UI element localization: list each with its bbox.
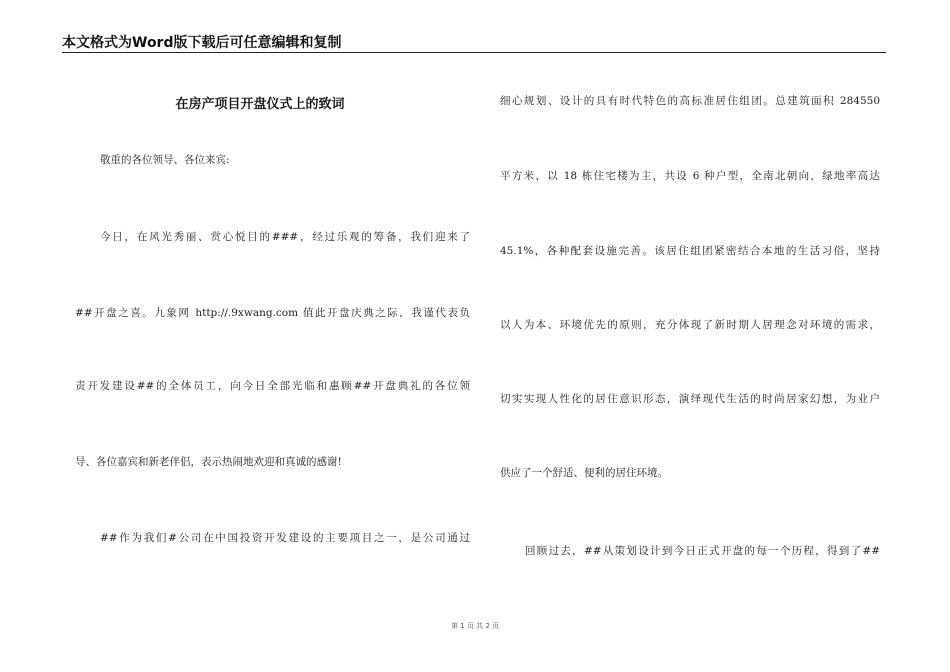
- document-title: 在房产项目开盘仪式上的致词: [175, 97, 345, 112]
- paragraph-line: 45.1%，各种配套设施完善。该居住组团紧密结合本地的生活习俗，坚持: [500, 245, 880, 257]
- paragraph-line: 平方米，以 18 栋住宅楼为主，共设 6 种户型，全南北朝向，绿地率高达: [500, 170, 880, 182]
- paragraph-line: 回顾过去，##从策划设计到今日正式开盘的每一个历程，得到了##: [525, 545, 880, 557]
- paragraph-line: 导、各位嘉宾和新老伴侣，表示热闹地欢迎和真诚的感谢!: [75, 456, 342, 468]
- page-indicator: 第 1 页 共 2 页: [450, 622, 500, 630]
- paragraph-line: 今日，在风光秀丽、赏心悦目的###，经过乐观的筹备，我们迎来了: [100, 231, 470, 243]
- paragraph-line: 供应了一个舒适、便利的居住环境。: [500, 467, 668, 479]
- paragraph-line: ##开盘之喜。九象网 http://.9xwang.com 值此开盘庆典之际，我谨代表负: [75, 307, 470, 319]
- salutation-line: 敬重的各位领导、各位来宾:: [100, 154, 230, 166]
- paragraph-line: 切实实现人性化的居住意识形态，演绎现代生活的时尚居家幻想，为业户: [500, 393, 880, 405]
- paragraph-line: 责开发建设##的全体员工，向今日全部光临和惠顾##开盘典礼的各位领: [75, 380, 470, 392]
- paragraph-line: ##作为我们#公司在中国投资开发建设的主要项目之一，是公司通过: [100, 532, 470, 544]
- paragraph-line: 以人为本、环境优先的原则，充分体现了新时期人居理念对环境的需求，: [500, 319, 880, 331]
- paragraph-line: 细心规划、设计的具有时代特色的高标准居住组团。总建筑面积 284550: [500, 95, 880, 107]
- header-text: 本文格式为Word版下载后可任意编辑和复制: [62, 35, 342, 51]
- document-header: [62, 34, 886, 53]
